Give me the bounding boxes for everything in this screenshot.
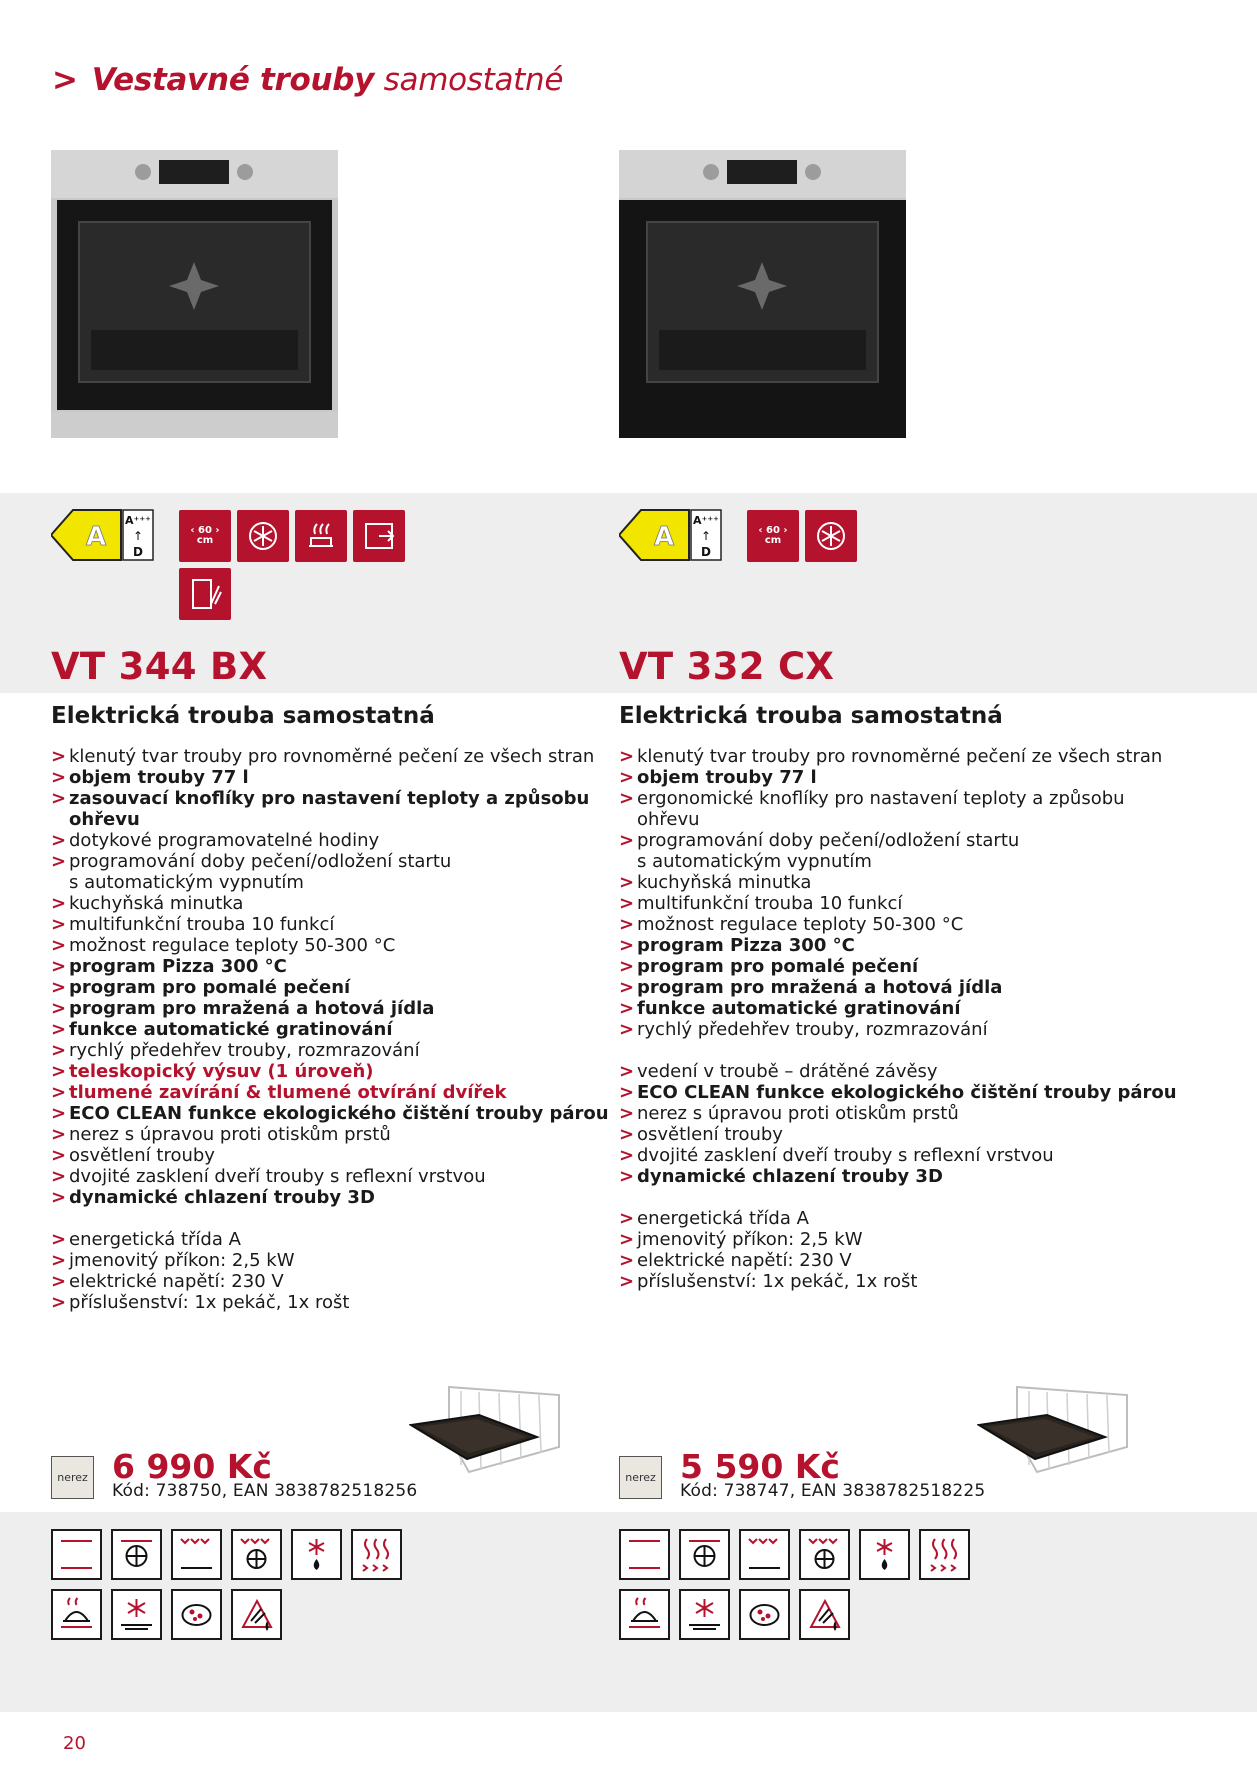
product-subtitle: Elektrická trouba samostatná bbox=[51, 703, 435, 729]
feature-item-highlight: > teleskopický výsuv (1 úroveň) bbox=[51, 1061, 611, 1082]
feature-item: > rychlý předehřev trouby, rozmrazování bbox=[619, 1019, 1179, 1040]
feature-item: > klenutý tvar trouby pro rovnoměrné pečení ze všech stran bbox=[619, 746, 1179, 767]
eco-clean-icon bbox=[231, 1589, 282, 1640]
top-bottom-heat-icon bbox=[51, 1529, 102, 1580]
badge-60-value: 60 bbox=[766, 525, 780, 536]
feature-line: > programování doby pečení/odložení startu bbox=[69, 851, 452, 872]
badge-60-unit: cm bbox=[764, 535, 782, 546]
feature-item: > multifunkční trouba 10 funkcí bbox=[51, 914, 611, 935]
svg-text:A: A bbox=[653, 522, 675, 552]
hot-air-defrost-icon bbox=[237, 510, 289, 562]
eco-clean-icon bbox=[799, 1589, 850, 1640]
grill-icon bbox=[171, 1529, 222, 1580]
badge-60-value: 60 bbox=[198, 525, 212, 536]
fast-preheat-icon bbox=[351, 1529, 402, 1580]
oven-image-vt332cx bbox=[619, 150, 906, 438]
feature-item: > kuchyňská minutka bbox=[51, 893, 611, 914]
spec-item: > jmenovitý příkon: 2,5 kW bbox=[619, 1229, 1179, 1250]
feature-line-continued: s automatickým vypnutím bbox=[637, 851, 872, 872]
hot-air-defrost-icon bbox=[805, 510, 857, 562]
soft-close-door-icon bbox=[179, 568, 231, 620]
hot-air-fan-icon bbox=[679, 1529, 730, 1580]
pizza-icon bbox=[739, 1589, 790, 1640]
pizza-icon bbox=[171, 1589, 222, 1640]
feature-item: > program pro mražená a hotová jídla bbox=[619, 977, 1179, 998]
feature-line-continued: ohřevu bbox=[69, 809, 140, 830]
feature-item: > osvětlení trouby bbox=[51, 1145, 611, 1166]
feature-item: > program pro mražená a hotová jídla bbox=[51, 998, 611, 1019]
feature-item: > ECO CLEAN funkce ekologického čištění trouby párou bbox=[619, 1082, 1179, 1103]
title-chevron-icon: > bbox=[52, 62, 78, 98]
spec-item: > elektrické napětí: 230 V bbox=[619, 1250, 1179, 1271]
grill-icon bbox=[739, 1529, 790, 1580]
spec-item: > příslušenství: 1x pekáč, 1x rošt bbox=[619, 1271, 1179, 1292]
hot-air-fan-icon bbox=[111, 1529, 162, 1580]
feature-item: > nerez s úpravou proti otiskům prstů bbox=[51, 1124, 611, 1145]
feature-item: > možnost regulace teploty 50-300 °C bbox=[51, 935, 611, 956]
feature-item: > klenutý tvar trouby pro rovnoměrné pečení ze všech stran bbox=[51, 746, 611, 767]
feature-item-highlight: > tlumené zavírání & tlumené otvírání dvířek bbox=[51, 1082, 611, 1103]
svg-text:D: D bbox=[133, 545, 143, 559]
feature-line-continued: s automatickým vypnutím bbox=[69, 872, 304, 893]
product-price: 6 990 Kč bbox=[112, 1447, 272, 1486]
svg-text:↑: ↑ bbox=[132, 529, 144, 543]
defrost-icon bbox=[291, 1529, 342, 1580]
product-code: Kód: 738747, EAN 3838782518225 bbox=[680, 1481, 986, 1501]
feature-line: > ergonomické knoflíky pro nastavení teploty a způsobu bbox=[637, 788, 1125, 809]
svg-text:A⁺⁺⁺: A⁺⁺⁺ bbox=[125, 514, 151, 527]
feature-item: > vedení v troubě – drátěné závěsy bbox=[619, 1061, 1179, 1082]
feature-item: > funkce automatické gratinování bbox=[51, 1019, 611, 1040]
60cm-width-icon: ‹ 60 › cm bbox=[179, 510, 231, 562]
feature-item: > dotykové programovatelné hodiny bbox=[51, 830, 611, 851]
feature-item: > dynamické chlazení trouby 3D bbox=[619, 1166, 1179, 1187]
feature-item: > program pro pomalé pečení bbox=[619, 956, 1179, 977]
feature-line: > zasouvací knoflíky pro nastavení teploty a způsobu bbox=[69, 788, 590, 809]
feature-item: > objem trouby 77 l bbox=[619, 767, 1179, 788]
svg-text:↑: ↑ bbox=[700, 529, 712, 543]
grill-fan-icon bbox=[799, 1529, 850, 1580]
feature-item: > nerez s úpravou proti otiskům prstů bbox=[619, 1103, 1179, 1124]
top-bottom-heat-icon bbox=[619, 1529, 670, 1580]
feature-item: > funkce automatické gratinování bbox=[619, 998, 1179, 1019]
material-badge: nerez bbox=[51, 1456, 94, 1499]
feature-item: > kuchyňská minutka bbox=[619, 872, 1179, 893]
baking-tray-and-rack-image bbox=[409, 1377, 569, 1490]
page-number: 20 bbox=[63, 1733, 86, 1754]
feature-item: > program Pizza 300 °C bbox=[51, 956, 611, 977]
feature-item: > rychlý předehřev trouby, rozmrazování bbox=[51, 1040, 611, 1061]
spec-item: > příslušenství: 1x pekáč, 1x rošt bbox=[51, 1292, 611, 1313]
spec-item: > energetická třída A bbox=[619, 1208, 1179, 1229]
svg-text:A: A bbox=[85, 522, 107, 552]
oven-image-vt344bx bbox=[51, 150, 338, 438]
product-column-1 bbox=[51, 0, 619, 1785]
feature-item bbox=[619, 788, 1179, 830]
energy-label-icon bbox=[619, 508, 723, 563]
svg-text:D: D bbox=[701, 545, 711, 559]
feature-item: > osvětlení trouby bbox=[619, 1124, 1179, 1145]
energy-label-icon bbox=[51, 508, 155, 563]
feature-list bbox=[51, 746, 611, 1313]
material-badge: nerez bbox=[619, 1456, 662, 1499]
product-model: VT 344 BX bbox=[51, 645, 268, 688]
product-subtitle: Elektrická trouba samostatná bbox=[619, 703, 1003, 729]
pizza-tray-icon bbox=[619, 1589, 670, 1640]
feature-item: > dynamické chlazení trouby 3D bbox=[51, 1187, 611, 1208]
feature-item: > objem trouby 77 l bbox=[51, 767, 611, 788]
baking-tray-and-rack-image bbox=[977, 1377, 1137, 1490]
feature-line-continued: ohřevu bbox=[637, 809, 700, 830]
product-model: VT 332 CX bbox=[619, 645, 835, 688]
svg-text:A⁺⁺⁺: A⁺⁺⁺ bbox=[693, 514, 719, 527]
feature-item bbox=[51, 788, 611, 830]
product-code: Kód: 738750, EAN 3838782518256 bbox=[112, 1481, 418, 1501]
grill-fan-icon bbox=[231, 1529, 282, 1580]
feature-item: > možnost regulace teploty 50-300 °C bbox=[619, 914, 1179, 935]
title-light-part: samostatné bbox=[383, 62, 564, 98]
feature-item: > dvojité zasklení dveří trouby s reflexní vrstvou bbox=[51, 1166, 611, 1187]
defrost-icon bbox=[859, 1529, 910, 1580]
steam-clean-icon bbox=[295, 510, 347, 562]
product-column-2 bbox=[619, 0, 1187, 1785]
feature-item: > ECO CLEAN funkce ekologického čištění trouby párou bbox=[51, 1103, 611, 1124]
telescopic-rail-icon bbox=[353, 510, 405, 562]
feature-item: > program Pizza 300 °C bbox=[619, 935, 1179, 956]
product-price: 5 590 Kč bbox=[680, 1447, 840, 1486]
spec-item: > elektrické napětí: 230 V bbox=[51, 1271, 611, 1292]
feature-line: > programování doby pečení/odložení startu bbox=[637, 830, 1020, 851]
60cm-width-icon: ‹ 60 › cm bbox=[747, 510, 799, 562]
fast-preheat-icon bbox=[919, 1529, 970, 1580]
pizza-tray-icon bbox=[51, 1589, 102, 1640]
spec-item: > jmenovitý příkon: 2,5 kW bbox=[51, 1250, 611, 1271]
feature-item: > multifunkční trouba 10 funkcí bbox=[619, 893, 1179, 914]
frozen-food-icon bbox=[111, 1589, 162, 1640]
feature-item: > program pro pomalé pečení bbox=[51, 977, 611, 998]
title-bold-part: Vestavné trouby bbox=[91, 62, 375, 98]
badge-60-unit: cm bbox=[196, 535, 214, 546]
frozen-food-icon bbox=[679, 1589, 730, 1640]
feature-item bbox=[619, 830, 1179, 872]
feature-list bbox=[619, 746, 1179, 1292]
feature-item: > dvojité zasklení dveří trouby s reflexní vrstvou bbox=[619, 1145, 1179, 1166]
feature-item bbox=[51, 851, 611, 893]
spec-item: > energetická třída A bbox=[51, 1229, 611, 1250]
